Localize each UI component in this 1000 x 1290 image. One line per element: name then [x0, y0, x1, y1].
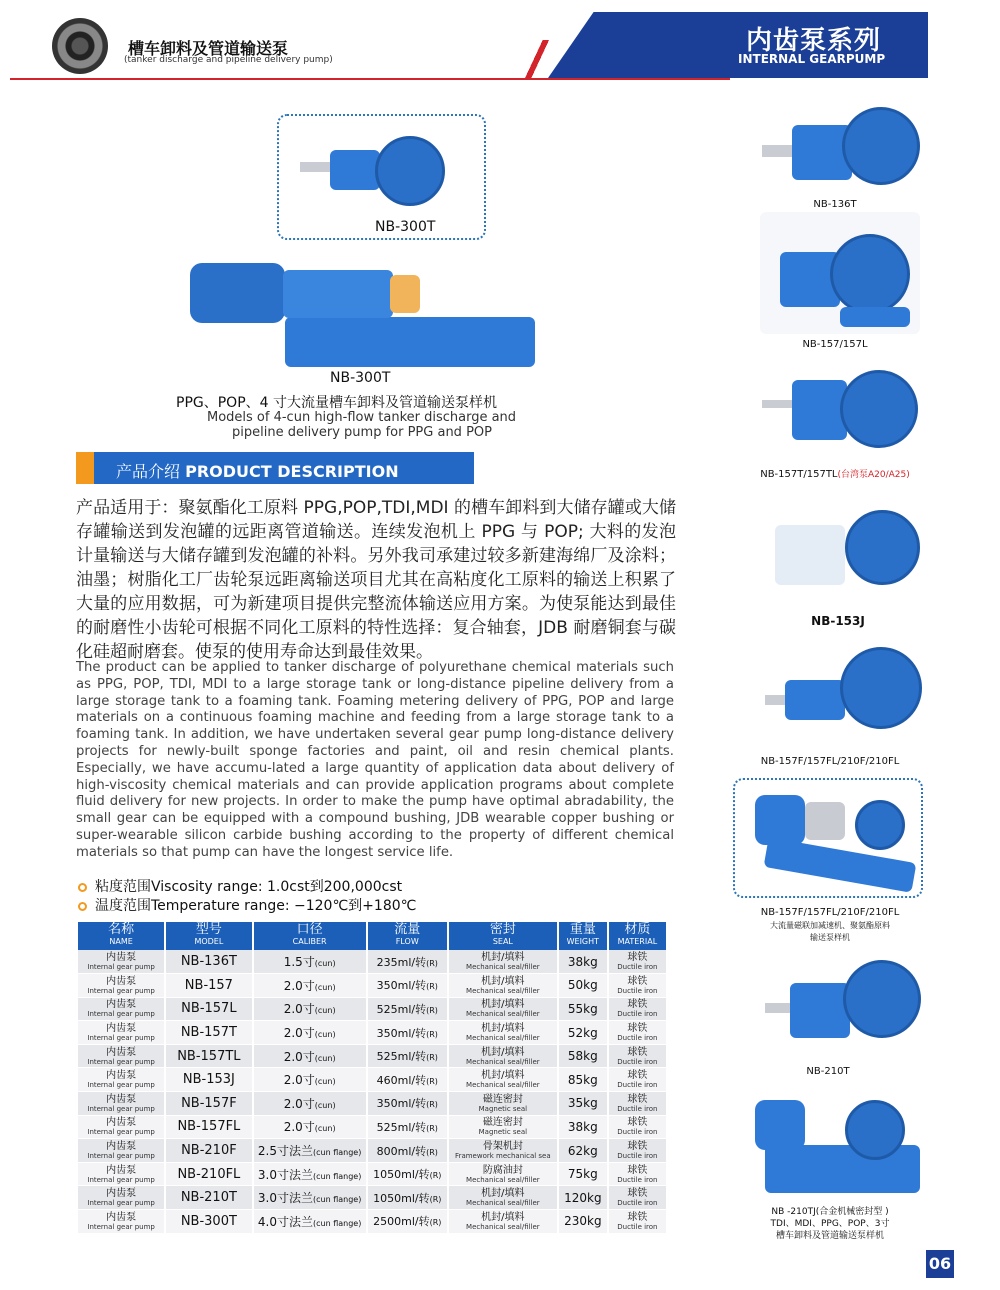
spec-viscosity: [78, 876, 402, 896]
label-nb-157t: NB-157T/157TL(台湾泵A20/A25): [760, 469, 910, 480]
label-nb-157f: NB-157F/157FL/210F/210FL: [760, 756, 900, 767]
cell-name: 内齿泵 Internal gear pump: [78, 1162, 165, 1186]
cell-flow: 525ml/转(R): [367, 1044, 448, 1068]
table-row: [78, 1210, 666, 1234]
cell-seal: 机封/填料 Mechanical seal/filler: [448, 974, 558, 998]
cell-flow: 800ml/转(R): [367, 1139, 448, 1163]
label-nb-157f-assembly-1: NB-157F/157FL/210F/210FL: [760, 907, 900, 918]
cell-material: 球铁 Ductile iron: [608, 950, 666, 974]
section-accent: [76, 452, 94, 484]
cell-weight: 35kg: [558, 1092, 608, 1116]
bullet-icon: [78, 883, 87, 892]
cell-name: 内齿泵 Internal gear pump: [78, 950, 165, 974]
cell-caliber: 2.0寸(cun): [253, 997, 367, 1021]
cell-material: 球铁 Ductile iron: [608, 1162, 666, 1186]
cell-material: 球铁 Ductile iron: [608, 997, 666, 1021]
cell-model: NB-157FL: [165, 1115, 252, 1139]
pump-image-nb-157t: [762, 360, 922, 460]
cell-caliber: 2.5寸法兰(cun flange): [253, 1139, 367, 1163]
cell-caliber: 4.0寸法兰(cun flange): [253, 1210, 367, 1234]
label-nb-157: NB-157/157L: [802, 339, 868, 350]
pump-image-nb-157f: [765, 635, 925, 750]
cell-weight: 120kg: [558, 1186, 608, 1210]
spec-viscosity-text: 粘度范围Viscosity range: 1.0cst到200,000cst: [95, 879, 403, 895]
cell-seal: 磁连密封 Magnetic seal: [448, 1092, 558, 1116]
cell-name: 内齿泵 Internal gear pump: [78, 1092, 165, 1116]
cell-flow: 460ml/转(R): [367, 1068, 448, 1092]
inset-pump-image: [300, 128, 450, 216]
cell-model: NB-210FL: [165, 1162, 252, 1186]
page-number: 06: [926, 1250, 954, 1278]
cell-material: 球铁 Ductile iron: [608, 974, 666, 998]
cell-caliber: 2.0寸(cun): [253, 1068, 367, 1092]
cell-flow: 350ml/转(R): [367, 1021, 448, 1045]
cell-material: 球铁 Ductile iron: [608, 1186, 666, 1210]
inset-model-label: NB-300T: [375, 219, 436, 235]
cell-name: 内齿泵 Internal gear pump: [78, 1186, 165, 1210]
cell-seal: 机封/填料 Mechanical seal/filler: [448, 950, 558, 974]
header-weight: 重量 WEIGHT: [558, 922, 608, 950]
series-title: 内齿泵系列: [746, 26, 882, 56]
cell-model: NB-157T: [165, 1021, 252, 1045]
cell-seal: 机封/填料 Mechanical seal/filler: [448, 997, 558, 1021]
cell-caliber: 2.0寸(cun): [253, 974, 367, 998]
header-subtitle: (tanker discharge and pipeline delivery pump): [124, 55, 333, 65]
cell-caliber: 3.0寸法兰(cun flange): [253, 1186, 367, 1210]
table-row: [78, 1139, 666, 1163]
cell-name: 内齿泵 Internal gear pump: [78, 1139, 165, 1163]
main-model-label: NB-300T: [330, 370, 391, 386]
pump-image-nb-210t: [765, 948, 925, 1058]
cell-seal: 机封/填料 Mechanical seal/filler: [448, 1044, 558, 1068]
header-flow: 流量 FLOW: [367, 922, 448, 950]
table-row: [78, 1115, 666, 1139]
spec-temperature: [78, 895, 416, 915]
cell-caliber: 2.0寸(cun): [253, 1044, 367, 1068]
cell-model: NB-157TL: [165, 1044, 252, 1068]
cell-model: NB-153J: [165, 1068, 252, 1092]
label-nb-153j: NB-153J: [811, 614, 865, 628]
header-name: 名称 NAME: [78, 922, 165, 950]
cell-weight: 75kg: [558, 1162, 608, 1186]
cell-material: 球铁 Ductile iron: [608, 1068, 666, 1092]
cell-material: 球铁 Ductile iron: [608, 1210, 666, 1234]
cell-model: NB-300T: [165, 1210, 252, 1234]
cell-flow: 525ml/转(R): [367, 1115, 448, 1139]
cell-model: NB-136T: [165, 950, 252, 974]
section-title-cn: 产品介绍: [116, 462, 181, 481]
header-title: 槽车卸料及管道输送泵: [128, 39, 289, 58]
section-title-en: PRODUCT DESCRIPTION: [185, 462, 399, 481]
pump-logo-icon: [52, 18, 108, 74]
cell-weight: 38kg: [558, 950, 608, 974]
header-caliber: 口径 CALIBER: [253, 922, 367, 950]
cell-model: NB-210F: [165, 1139, 252, 1163]
main-caption-en-1: Models of 4-cun high-flow tanker discharge and: [207, 410, 517, 425]
cell-seal: 磁连密封 Magnetic seal: [448, 1115, 558, 1139]
cell-seal: 机封/填料 Mechanical seal/filler: [448, 1186, 558, 1210]
cell-caliber: 2.0寸(cun): [253, 1092, 367, 1116]
cell-seal: 骨架机封 Framework mechanical sea: [448, 1139, 558, 1163]
cell-seal: 防腐油封 Mechanical seal/filler: [448, 1162, 558, 1186]
pump-image-nb-157: [760, 212, 920, 334]
table-row: [78, 997, 666, 1021]
header-divider: [10, 78, 730, 80]
cell-weight: 85kg: [558, 1068, 608, 1092]
main-caption-cn: PPG、POP、4 寸大流量槽车卸料及管道输送泵样机: [176, 395, 497, 411]
cell-flow: 1050ml/转(R): [367, 1186, 448, 1210]
cell-name: 内齿泵 Internal gear pump: [78, 974, 165, 998]
header-material: 材质 MATERIAL: [608, 922, 666, 950]
cell-name: 内齿泵 Internal gear pump: [78, 1115, 165, 1139]
pump-image-nb-153j: [765, 500, 925, 605]
cell-seal: 机封/填料 Mechanical seal/filler: [448, 1210, 558, 1234]
pump-image-nb-210tj: [745, 1090, 925, 1200]
cell-weight: 58kg: [558, 1044, 608, 1068]
spec-temperature-text: 温度范围Temperature range: −120℃到+180℃: [95, 898, 417, 914]
spec-table: [78, 922, 666, 1234]
main-pump-image: [185, 245, 545, 367]
cell-material: 球铁 Ductile iron: [608, 1044, 666, 1068]
cell-weight: 50kg: [558, 974, 608, 998]
cell-name: 内齿泵 Internal gear pump: [78, 1044, 165, 1068]
header-seal: 密封 SEAL: [448, 922, 558, 950]
cell-flow: 1050ml/转(R): [367, 1162, 448, 1186]
cell-seal: 机封/填料 Mechanical seal/filler: [448, 1068, 558, 1092]
cell-material: 球铁 Ductile iron: [608, 1021, 666, 1045]
table-row: [78, 1186, 666, 1210]
table-header-row: [78, 922, 666, 950]
table-row: [78, 1044, 666, 1068]
main-caption-en-2: pipeline delivery pump for PPG and POP: [232, 425, 492, 440]
cell-name: 内齿泵 Internal gear pump: [78, 1210, 165, 1234]
cell-flow: 2500ml/转(R): [367, 1210, 448, 1234]
table-row: [78, 1162, 666, 1186]
cell-weight: 52kg: [558, 1021, 608, 1045]
cell-weight: 38kg: [558, 1115, 608, 1139]
cell-name: 内齿泵 Internal gear pump: [78, 997, 165, 1021]
table-row: [78, 1021, 666, 1045]
cell-flow: 350ml/转(R): [367, 974, 448, 998]
cell-model: NB-157: [165, 974, 252, 998]
cell-caliber: 3.0寸法兰(cun flange): [253, 1162, 367, 1186]
cell-material: 球铁 Ductile iron: [608, 1092, 666, 1116]
pump-image-nb-136t: [762, 95, 922, 195]
pump-image-nb-157f-assembly: [733, 778, 923, 898]
table-row: [78, 1092, 666, 1116]
table-row: [78, 974, 666, 998]
header-model: 型号 MODEL: [165, 922, 252, 950]
label-nb-157f-assembly-3: 输送泵样机: [810, 933, 850, 942]
label-nb-210tj-3: 槽车卸料及管道输送泵样机: [775, 1231, 884, 1241]
cell-material: 球铁 Ductile iron: [608, 1139, 666, 1163]
cell-flow: 235ml/转(R): [367, 950, 448, 974]
label-nb-157f-assembly-2: 大流量磁联加减速机、聚氨酯原料: [770, 921, 890, 930]
cell-material: 球铁 Ductile iron: [608, 1115, 666, 1139]
cell-seal: 机封/填料 Mechanical seal/filler: [448, 1021, 558, 1045]
cell-caliber: 2.0寸(cun): [253, 1115, 367, 1139]
cell-model: NB-210T: [165, 1186, 252, 1210]
label-nb-210t: NB-210T: [806, 1066, 850, 1077]
cell-model: NB-157L: [165, 997, 252, 1021]
bullet-icon: [78, 902, 87, 911]
cell-caliber: 1.5寸(cun): [253, 950, 367, 974]
cell-weight: 62kg: [558, 1139, 608, 1163]
description-en: The product can be applied to tanker discharge of polyurethane chemical materials such as PPG, POP, TDI, MDI to a large storage tank or long-distance pipeline delivery from a large storage tank to a foaming tank. Foaming metering delivery of PPG, POP and large materials on a continuous foaming machine and feeding from a large storage tank to a foaming tank. In addition, we have undertaken several gear pump long-distance delivery projects for newly-built sponge factories and paint, oil and resin chemical plants. Especially, we have accumu-lated a large quantity of application data about delivery of high-viscosity chemical materials and can provide application programs about complete fluid delivery for new projects. In order to make the pump have optimal abradability, the small gear can be equipped with a compound bushing, JDB wearable copper bushing or super-wearable silicon carbide bushing according to the property of different chemical materials so that pump can have the longest service life.: [76, 660, 674, 860]
series-subtitle: INTERNAL GEARPUMP: [738, 52, 886, 66]
table-row: [78, 950, 666, 974]
cell-model: NB-157F: [165, 1092, 252, 1116]
cell-flow: 525ml/转(R): [367, 997, 448, 1021]
table-row: [78, 1068, 666, 1092]
section-title: [116, 459, 399, 482]
cell-name: 内齿泵 Internal gear pump: [78, 1021, 165, 1045]
label-nb-210tj-1: NB -210TJ(合金机械密封型 ): [771, 1207, 889, 1217]
label-nb-136t: NB-136T: [813, 199, 857, 210]
cell-weight: 230kg: [558, 1210, 608, 1234]
cell-weight: 55kg: [558, 997, 608, 1021]
label-nb-210tj-2: TDI、MDI、PPG、POP、3寸: [770, 1219, 890, 1229]
label-nb-157t-note: (台湾泵A20/A25): [837, 470, 910, 480]
cell-flow: 350ml/转(R): [367, 1092, 448, 1116]
cell-name: 内齿泵 Internal gear pump: [78, 1068, 165, 1092]
cell-caliber: 2.0寸(cun): [253, 1021, 367, 1045]
description-cn: 产品适用于：聚氨酯化工原料 PPG,POP,TDI,MDI 的槽车卸料到大储存罐或大储存罐输送到发泡罐的远距离管道输送。连续发泡机上 PPG 与 POP; 大料的发泡计量输送与大储存罐到发泡罐的补料。另外我司承建过较多新建海绵厂及涂料；油墨；树脂化工厂齿轮泵远距离输送项目尤其在高粘度化工原料的输送上积累了大量的应用数据，可为新建项目提供完整流体输送应用方案。为使泵能达到最佳的耐磨性小齿轮可根据不同化工原料的特性选择：复合轴套，JDB 耐磨铜套与碳化硅超耐磨套。使泵的使用寿命达到最佳效果。: [76, 498, 676, 662]
